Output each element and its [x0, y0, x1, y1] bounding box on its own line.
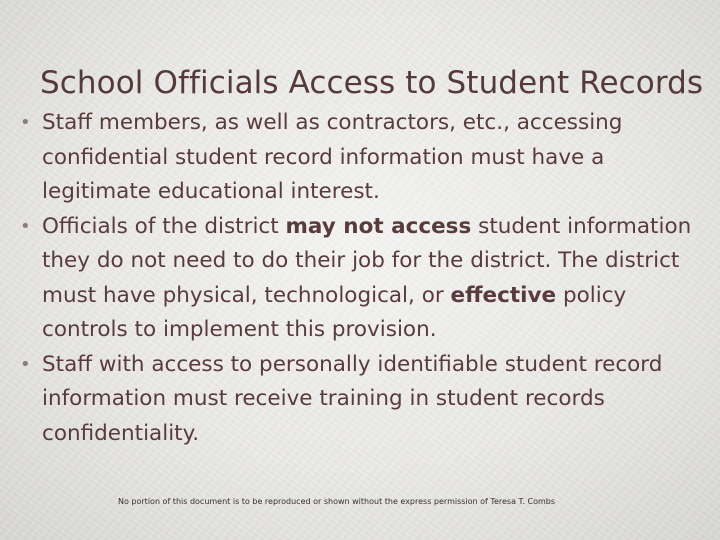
bullet-marker: • — [20, 112, 31, 133]
copyright-footer: No portion of this document is to be reproduced or shown without the express permission of Teresa T. Combs — [118, 497, 556, 506]
bold-phrase-may-not-access: may not access — [285, 213, 472, 239]
bullet-marker: • — [20, 353, 31, 375]
bullet-list — [20, 106, 705, 451]
bullet-item-1 — [20, 106, 705, 210]
bullet-text-segment: policy controls to implement this provision. — [42, 282, 627, 342]
bullet-item-2 — [20, 210, 705, 348]
bullet-text: Staff with access to personally identifiable student record information must receive training in student records confidentiality. — [42, 351, 663, 446]
bullet-marker: • — [20, 215, 31, 237]
slide-title: School Officials Access to Student Records — [40, 65, 704, 101]
bold-phrase-effective: effective — [450, 282, 557, 308]
bullet-item-3 — [20, 348, 705, 452]
bullet-text-segment: Officials of the district — [42, 213, 286, 239]
bullet-text-segment: student information they do not need to do their job for the district. The district must have physical, technological, or — [42, 213, 692, 308]
bullet-text: Staff members, as well as contractors, etc., accessing confidential student record information must have a legitimate educational interest. — [42, 110, 623, 204]
bullet-text — [42, 214, 691, 343]
